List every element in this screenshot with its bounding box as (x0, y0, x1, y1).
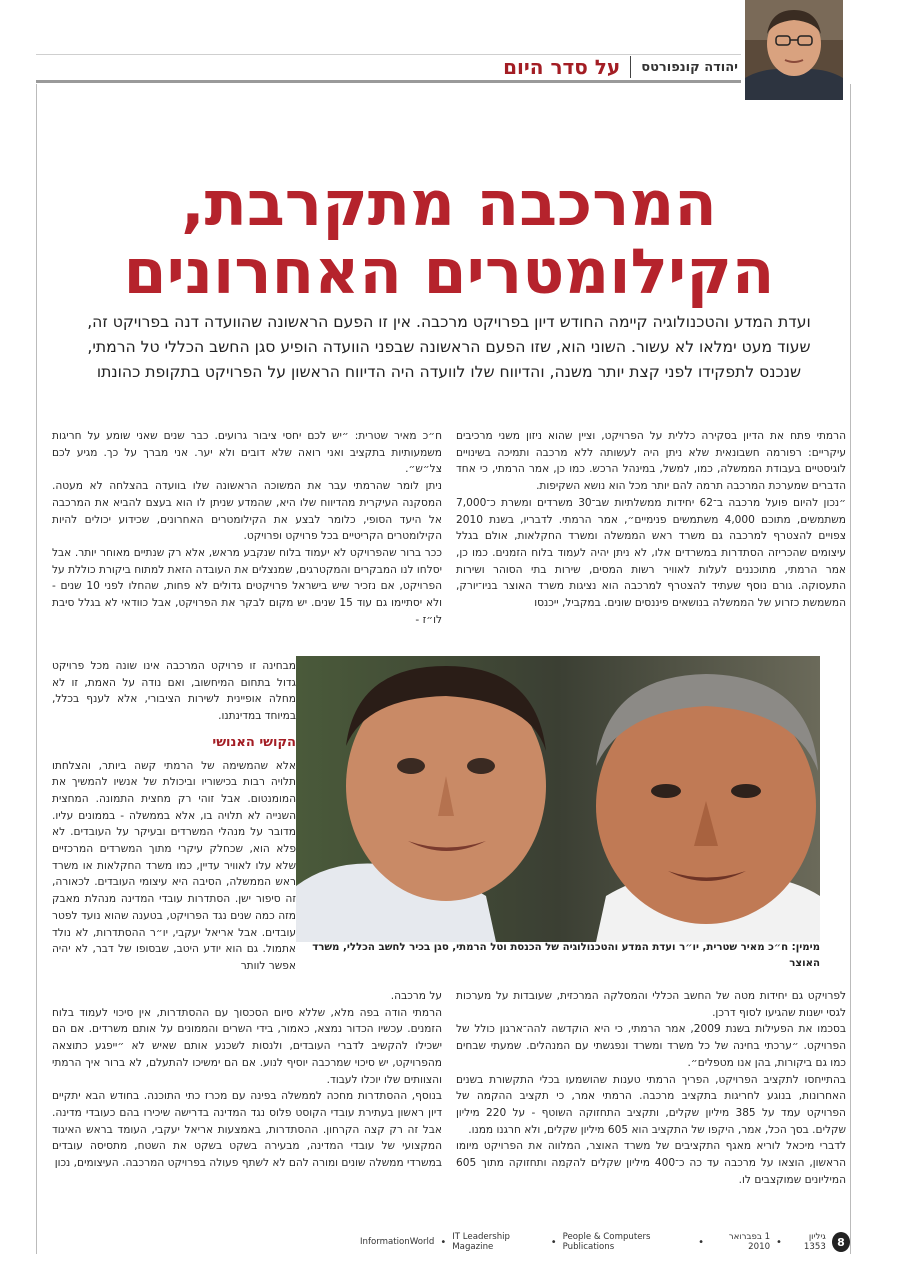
paragraph: ניתן לומר שהרמתי עבר את המשוכה הראשונה שלו בוועדה בהצלחה לא מעטה. המסקנה העיקרית מהדיווח שלו היא, שהמדע שניתן לו הוא בעצם להביא את המרכבה אל היעד הסופי, כלומר לבצע את הקילומטרים האחרונים, שכידוע יכולים להיות הקילומטרים הקריטיים בכל פרויקט ופרויקט. (52, 480, 442, 543)
paragraph: בנוסף, ההסתדרות מחכה לממשלה בפינה עם מכרז כתי התוכנה. בחודש הבא יתקיים דיון ראשון בעתירת עובדי הקוסט פלוס נגד המדינה בדרישה שיכירו בהם כעובדי מדינה. אבל זה רק קצה הקרחון. ההסתדרות, באמצעות אריאל יעקבי, העומד בראש האיגוד המקצועי של עובדי המדינה, מבעירה בשקט בשקט את השטח, מתסיסה עובדים במשרדי ממשלה שונים ומורה להם לא לשתף פעולה בפרויקט המרכבה. העיצומים, נכון (52, 1090, 442, 1170)
column-author: יהודה קונפורטס (641, 59, 738, 75)
page-footer (360, 1230, 850, 1254)
footer-magazine: IT Leadership Magazine (452, 1232, 511, 1252)
paragraph: בהתייחסו לתקציב הפרויקט, הפריך הרמתי טענות שהושמעו בכלי התקשורת בשנים האחרונות, בנוגע לחריגות בתקציב מרכבה. הרמתי אמר, כי תקציב ההקמה של הפרויקט עמד על 385 מיליון שקלים, ותקציב התחזוקה השוטף - על 220 מיליון שקלים. בסך הכל, אמר, היקפו של התקציב הוא 605 מיליון שקלים, ולא חרגנו ממנו. (456, 1073, 846, 1136)
page-number-badge: 8 (832, 1232, 850, 1252)
body-column-left-top (52, 428, 442, 628)
paragraph: לדברי מיכאל לוריא מאגף התקציבים של משרד האוצר, המלווה את הפרויקט מיומו הראשון, הוצאו על מרכבה עד כה כ־400 מיליון שקלים להקמה ותחזוקה מתוך 605 המיליונים שמוקצבים לו. (456, 1140, 846, 1186)
page-frame-left (36, 84, 37, 1254)
body-column-left-bottom (52, 988, 442, 1172)
body-column-left-narrow (52, 658, 296, 975)
footer-publisher: People & Computers Publications (562, 1232, 651, 1252)
footer-bullet: • (698, 1236, 705, 1248)
paragraph: הרמתי הודה בפה מלא, שללא סיום הסכסוך עם ההסתדרות, אין סיכוי לעמוד בלוח הזמנים. עכשיו הכדור נמצא, כאמור, בידי השרים והממונים על אותם משרדים. אם הם ישכילו להקשיב לדברי העובדים, ולנסות לשכנע אותם שאיש לא ״ייפגע כתוצאה מהפרויקט, יש סיכוי שמרכבה יוסיף לנוע. אם הם ימשיכו להתעלם, לא ברור איך הרמתי והצוותים שלו יוכלו לעבוד. (52, 1006, 442, 1086)
footer-site: InformationWorld (359, 1237, 435, 1247)
photo-caption: מימין: ח״כ מאיר שטרית, יו״ר ועדת המדע והטכנולוגיה של הכנסת וטל הרמתי, סגן בכיר לחשב הכללי, משרד האוצר (312, 942, 820, 969)
body-column-right-bottom (456, 988, 846, 1188)
column-header (503, 55, 738, 79)
body-column-right-top (456, 428, 846, 612)
paragraph: אלא שהמשימה של הרמתי קשה ביותר, והצלחתו תלויה רבות בכישוריו וביכולת של אנשיו להמשיך את המומנטום. אבל זוהי רק מחצית התמונה. המחצית השנייה לא תלויה בו, אלא בממשלה - בממונים עליו. מדובר על מנהלי המשרדים ובעיקר על העובדים. לא פלא הוא, שכחלק עיקרי מתוך המשרדים המרכזיים שלא עלו לאוויר עדיין, כמו משרד החקלאות או משרד ראש הממשלה, הסיבה היא עיצומי העובדים. לכאורה, זה סיפור ישן. הסתדרות עובדי המדינה מנהלת מאבק מזה כמה שנים נגד הפרויקט, בטענה שהוא נועד לפטר עובדים. אבל אריאל יעקבי, יו״ר ההסתדרות, לא נולד אתמול. גם הוא יודע היטב, שבסופו של דבר, לא יהיה אפשר לוותר (52, 759, 296, 972)
article-lead: ועדת המדע והטכנולוגיה קיימה החודש דיון בפרויקט מרכבה. אין זו הפעם הראשונה שהוועדה דנה בפרויקט זה, שעוד מעט ימלאו לא עשור. השוני הוא, שזו הפעם הראשונה שבפני הוועדה הופיע סגן החשב הכללי טל הרמתי, שנכנס לתפקידו לפני קצת יותר משנה, והדיווח שלו לוועדה היה הדיווח הראשון על הפרויקט בתקופת כהונתו (87, 313, 811, 381)
paragraph: מבחינה זו פרויקט המרכבה אינו שונה מכל פרויקט גדול בתחום המיחשוב, ואם נודה על האמת, זו לא מחלה אופיינית לשירות הציבורי, אלא לענף בכלל, במיוחד במדינתנו. (52, 660, 296, 723)
footer-bullet: • (550, 1236, 557, 1248)
column-title: על סדר היום (503, 55, 621, 79)
paragraph: בסכמו את הפעילות בשנת 2009, אמר הרמתי, כי היא הוקדשה להה־ארגון כולל של הפרויקט. ״ערכתי בחינה של כל משרד ומשרד ונפגשתי עם המנהלים. שמעתי שבחים כמו גם ביקורות, בהן אנו מטפלים״. (456, 1023, 846, 1069)
footer-date: 1 בפברואר 2010 (728, 1232, 771, 1252)
footer-bullet: • (776, 1236, 782, 1248)
paragraph: לפרויקט גם יחידות מטה של החשב הכללי והמסלקה המרכזית, שעובדות על מערכות לגסי ישנות שהגיעו לסוף דרכן. (456, 990, 846, 1019)
header-rule-bottom (36, 80, 741, 83)
headline-line-2: הקילומטרים האחרונים (123, 235, 775, 308)
article-photo-two-men (296, 656, 820, 942)
paragraph: הרמתי פתח את הדיון בסקירה כללית על הפרויקט, וציין שהוא ניזון משני מרכיבים עיקריים: רפורמה חשבונאית שלא ניתן היה לעשותה ללא מרכבה ותמיכה בשינויים לוגיסטיים בעבודת הממשלה, כמו, למשל, במינהל הרכש. כמו כן, אמר הרמתי, כי אחד הדברים שמערכת המרכבה תרמה להם יותר מכל הוא נושא השקיפות. (456, 430, 846, 493)
column-header-divider (630, 56, 631, 78)
paragraph: ״נכון להיום פועל מרכבה ב־62 יחידות ממשלתיות שב־30 משרדים ומשרת כ־7,000 משתמשים, מתוכם 4,000 משתמשים פנימיים״, אמר הרמתי. לדבריו, בשנת 2010 צפויים להצטרף למרכבה גם משרד ראש הממשלה ומשרד החקלאות, אולם בגלל עיצומים שהכריזה הסתדרות במשרדים אלו, לא ניתן יהיה לעמוד בלוח הזמנים. כמו כן, אמר הרמתי, מתוכננים לעלות לאוויר רשות המסים, שירות בתי הסוהר ושירות התעסוקה. גורם נוסף שעתיד להצטרף למרכבה הוא נציגות משרד האוצר בניו־יורק, המשמשת כזרוע של הממשלה בנושאים פיננסים שונים. במקביל, ייכנסו (456, 496, 847, 610)
footer-bullet: • (440, 1236, 447, 1248)
paragraph: ח״כ מאיר שטרית: ״יש לכם יחסי ציבור גרועים. כבר שנים שאני שומע על חריגות משמעותיות בתקציב ואני רואה שלא דובים ולא יער. אני מברך על כך. מגיע לכם צל״ש״. (52, 430, 442, 476)
footer-issue: גיליון 1353 (803, 1232, 826, 1252)
author-portrait-photo (745, 0, 843, 100)
headline-line-1: המרכבה מתקרבת, (181, 167, 717, 240)
paragraph: על מרכבה. (390, 990, 442, 1002)
paragraph: ככר ברור שהפרויקט לא יעמוד בלוח שנקבע מראש, אלא רק שנתיים מאוחר יותר. אבל יסלחו לנו המבקרים והמקטרגים, שמנצלים את העובדה הזאת למתוח ביקורת כוללת על הפרויקט, אם נזכיר שיש בישראל פרויקטים גדולים לא פחות, שהחלו לפני 10 שנים - ולא יסתיימו גם עוד 15 שנים. יש מקום לבקר את הפרויקט, אבל כוודאי לא בגלל סיבת לו״ז - (52, 546, 442, 626)
article-headline (40, 167, 858, 308)
section-subheading: הקושי האנושי (212, 734, 296, 750)
